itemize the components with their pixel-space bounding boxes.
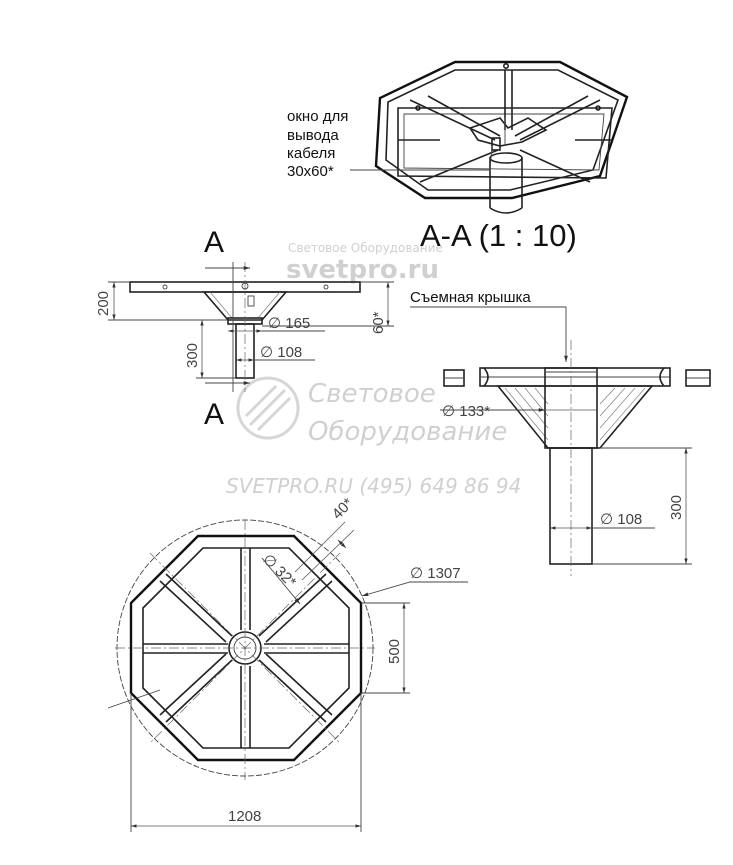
dim-section-d108: ∅ 108 (600, 511, 643, 528)
cable-window-label-1: окно для (287, 108, 349, 125)
dim-plan-500: 500 (386, 638, 403, 664)
section-title: A-A (1 : 10) (420, 218, 577, 253)
dim-side-d165: ∅ 165 (268, 315, 311, 332)
dim-side-height: 200 (95, 290, 112, 316)
watermark-site-top: svetpro.ru (286, 255, 439, 285)
section-marker-bottom: A (204, 398, 225, 431)
dim-section-300: 300 (668, 494, 685, 520)
dim-plan-40: 40* (328, 494, 357, 523)
cone-hatch (505, 388, 645, 440)
dim-side-d108: ∅ 108 (260, 344, 303, 361)
isometric-section-view (350, 62, 627, 213)
side-elevation-view (108, 262, 394, 392)
dim-side-300: 300 (184, 342, 201, 368)
dim-plan-d32: ∅ 32* (259, 550, 300, 591)
watermark-logo-line1: Световое (308, 379, 436, 409)
watermark-brand-top: Световое Оборудование (288, 241, 443, 255)
section-marker-top: A (204, 226, 225, 259)
dim-side-60: 60* (370, 311, 387, 334)
dim-plan-1208: 1208 (228, 808, 262, 825)
watermark-contact: SVETPRO.RU (495) 649 86 94 (226, 474, 522, 498)
removable-cover-label: Съемная крышка (410, 289, 531, 306)
dim-section-d133: ∅ 133* (442, 403, 491, 420)
watermark-group (226, 241, 521, 498)
watermark-logo-line2: Оборудование (308, 417, 508, 447)
dim-plan-d1307: ∅ 1307 (410, 565, 461, 582)
watermark-logo-icon (238, 378, 298, 438)
cable-window-label-3: кабеля (287, 145, 336, 162)
cable-window-label-2: вывода (287, 127, 339, 144)
cable-window-label-4: 30x60* (287, 163, 334, 180)
